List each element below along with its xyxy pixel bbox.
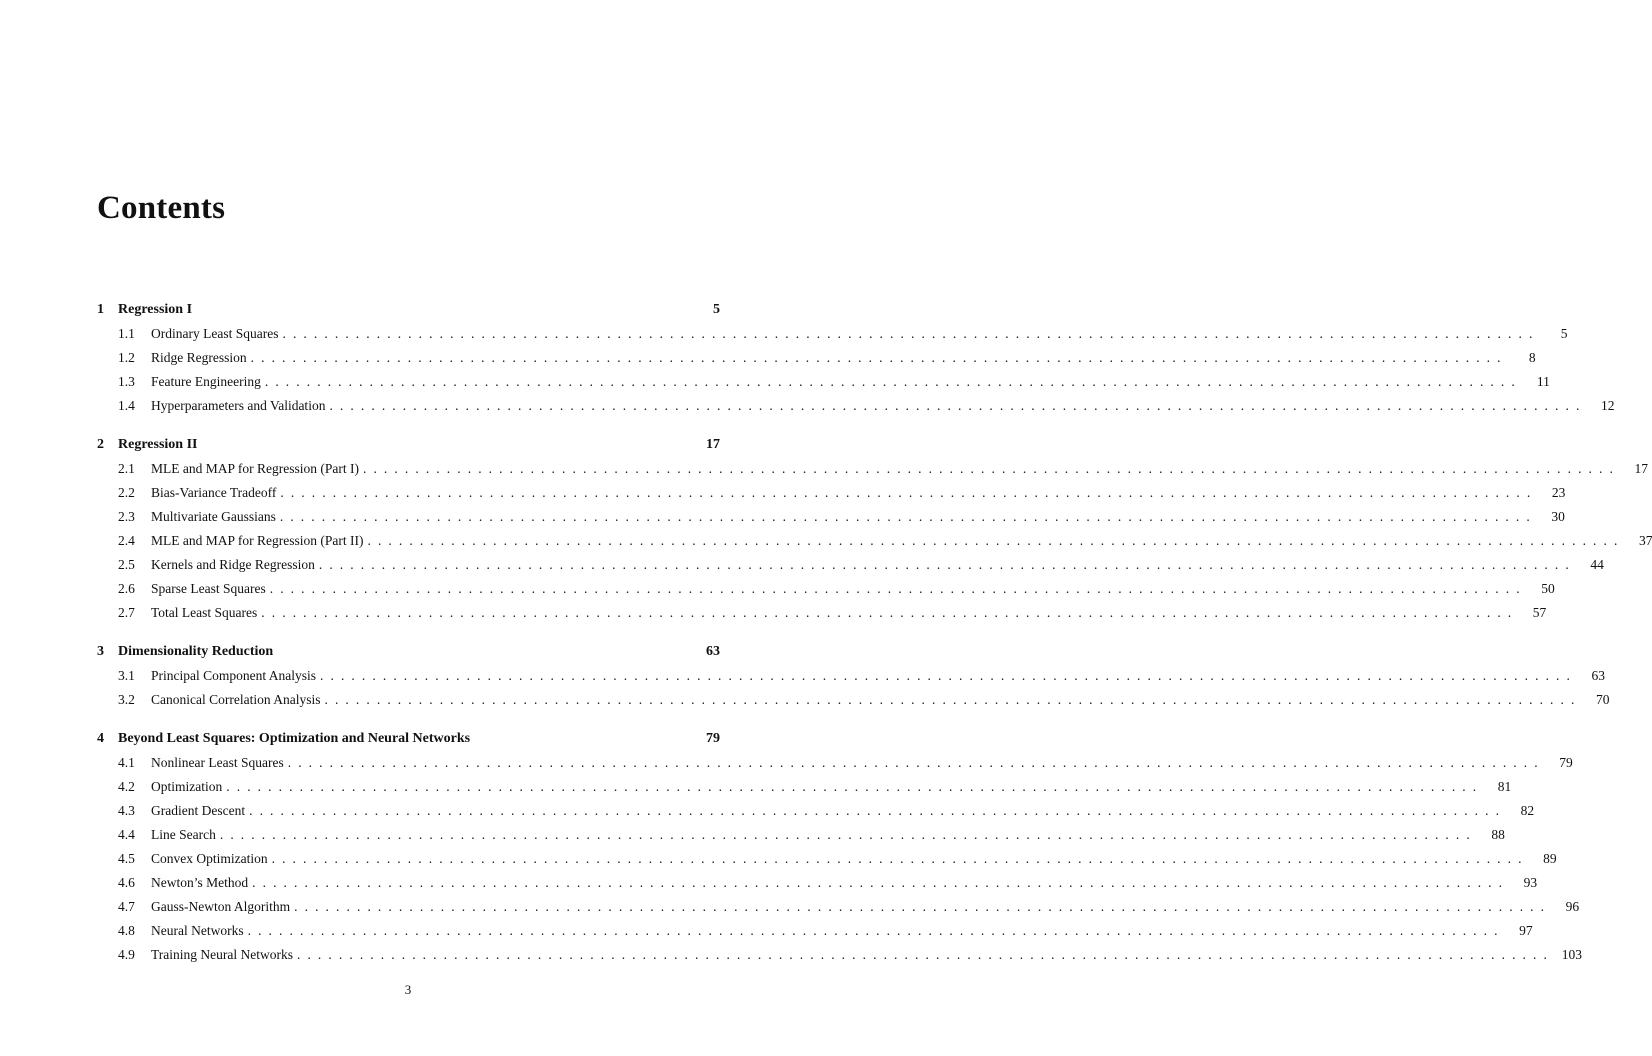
toc-section-entry[interactable]: [97, 394, 1615, 418]
section-page: 17: [1634, 461, 1648, 476]
section-number: 2.5: [118, 557, 135, 572]
toc-section-entry[interactable]: [97, 505, 1565, 529]
section-number: 4.9: [118, 947, 135, 962]
section-title: Kernels and Ridge Regression: [151, 557, 315, 572]
chapter-page: 79: [706, 731, 720, 746]
section-number: 3.2: [118, 692, 135, 707]
section-page: 30: [1551, 509, 1565, 524]
section-title: Ridge Regression: [151, 350, 247, 365]
toc-chapter-entry[interactable]: [97, 640, 720, 664]
toc-section-entry[interactable]: [97, 799, 1535, 823]
section-page: 88: [1491, 827, 1505, 842]
chapter-number: 4: [97, 731, 104, 746]
section-page: 5: [1560, 326, 1568, 341]
dot-leader: ........................................................................................................................: [279, 509, 1537, 524]
section-title: MLE and MAP for Regression (Part I): [151, 461, 359, 476]
section-page: 79: [1559, 755, 1573, 770]
section-number: 4.4: [118, 827, 135, 842]
section-page: 96: [1565, 899, 1580, 914]
dot-leader: ........................................................................................................................: [271, 851, 1529, 866]
dot-leader: ........................................................................................................................: [282, 326, 1540, 341]
section-title: Training Neural Networks: [151, 947, 293, 962]
chapter-title: Regression II: [118, 437, 198, 452]
toc-section-entry[interactable]: [97, 322, 1568, 346]
section-page: 8: [1528, 350, 1536, 365]
section-page: 23: [1551, 485, 1566, 500]
toc-section-entry[interactable]: [97, 871, 1538, 895]
dot-leader: ........................................................................................................................: [320, 668, 1577, 683]
toc-chapter: [97, 640, 1610, 712]
chapter-page: 5: [713, 302, 720, 317]
dot-leader: ........................................................................................................................: [264, 374, 1522, 389]
table-of-contents: [97, 298, 1652, 982]
section-page: 93: [1523, 875, 1538, 890]
section-number: 4.1: [118, 755, 135, 770]
dot-leader: ........................................................................................................................: [324, 692, 1582, 707]
toc-section-entry[interactable]: [97, 688, 1610, 712]
section-number: 2.3: [118, 509, 135, 524]
section-number: 1.3: [118, 374, 135, 389]
dot-leader: ........................................................................................................................: [219, 827, 1477, 842]
section-number: 1.1: [118, 326, 135, 341]
section-page: 81: [1497, 779, 1512, 794]
chapter-page: 17: [706, 437, 720, 452]
toc-section-entry[interactable]: [97, 895, 1580, 919]
toc-section-entry[interactable]: [97, 751, 1573, 775]
section-number: 4.2: [118, 779, 135, 794]
section-page: 103: [1561, 947, 1582, 962]
page-title: Contents: [97, 190, 226, 226]
section-title: Sparse Least Squares: [151, 581, 266, 596]
dot-leader: ........................................................................................................................: [226, 779, 1484, 794]
section-title: Nonlinear Least Squares: [151, 755, 284, 770]
dot-leader: ........................................................................................................................: [250, 350, 1508, 365]
section-title: Convex Optimization: [151, 851, 268, 866]
toc-section-entry[interactable]: [97, 601, 1547, 625]
section-number: 2.2: [118, 485, 135, 500]
section-title: Newton’s Method: [151, 875, 249, 890]
dot-leader: ........................................................................................................................: [296, 947, 1554, 962]
chapter-title: Beyond Least Squares: Optimization and Neural Networks: [118, 731, 471, 746]
section-title: Bias-Variance Tradeoff: [151, 485, 277, 500]
toc-section-entry[interactable]: [97, 457, 1648, 481]
toc-section-entry[interactable]: [97, 577, 1555, 601]
section-number: 2.6: [118, 581, 135, 596]
section-title: Neural Networks: [151, 923, 244, 938]
section-title: Hyperparameters and Validation: [151, 398, 326, 413]
section-number: 4.8: [118, 923, 135, 938]
section-page: 82: [1520, 803, 1535, 818]
section-title: Gauss-Newton Algorithm: [151, 899, 291, 914]
section-title: Total Least Squares: [151, 605, 258, 620]
toc-section-entry[interactable]: [97, 775, 1512, 799]
section-number: 4.6: [118, 875, 135, 890]
dot-leader: ........................................................................................................................: [287, 755, 1545, 770]
toc-chapter-entry[interactable]: [97, 433, 720, 457]
section-number: 4.3: [118, 803, 135, 818]
section-number: 2.4: [118, 533, 135, 548]
toc-section-entry[interactable]: [97, 346, 1536, 370]
dot-leader: ........................................................................................................................: [367, 533, 1625, 548]
section-title: Canonical Correlation Analysis: [151, 692, 321, 707]
dot-leader: ........................................................................................................................: [280, 485, 1538, 500]
toc-chapter: [97, 433, 1652, 625]
section-page: 12: [1600, 398, 1615, 413]
section-page: 44: [1590, 557, 1604, 572]
section-number: 2.1: [118, 461, 135, 476]
chapter-number: 3: [97, 644, 104, 659]
chapter-number: 2: [97, 437, 104, 452]
toc-chapter-entry[interactable]: [97, 298, 720, 322]
toc-section-entry[interactable]: [97, 553, 1604, 577]
chapter-title: Dimensionality Reduction: [118, 644, 274, 659]
section-page: 57: [1532, 605, 1547, 620]
dot-leader: ........................................................................................................................: [318, 557, 1576, 572]
toc-section-entry[interactable]: [97, 847, 1557, 871]
dot-leader: ........................................................................................................................: [249, 803, 1507, 818]
chapter-number: 1: [97, 302, 104, 317]
section-title: Feature Engineering: [151, 374, 261, 389]
dot-leader: ........................................................................................................................: [362, 461, 1620, 476]
section-page: 63: [1591, 668, 1605, 683]
section-title: Multivariate Gaussians: [151, 509, 276, 524]
page-number: 3: [404, 982, 412, 997]
toc-section-entry[interactable]: [97, 481, 1566, 505]
section-title: Gradient Descent: [151, 803, 246, 818]
toc-section-entry[interactable]: [97, 919, 1533, 943]
section-page: 37: [1638, 533, 1652, 548]
dot-leader: ........................................................................................................................: [252, 875, 1510, 890]
toc-section-entry[interactable]: [97, 823, 1505, 847]
toc-chapter-entry[interactable]: [97, 727, 720, 751]
section-title: Principal Component Analysis: [151, 668, 316, 683]
chapter-page: 63: [706, 644, 720, 659]
section-number: 4.5: [118, 851, 135, 866]
section-title: MLE and MAP for Regression (Part II): [151, 533, 364, 548]
chapter-title: Regression I: [118, 302, 193, 317]
dot-leader: ........................................................................................................................: [329, 398, 1587, 413]
toc-section-entry[interactable]: [97, 529, 1652, 553]
dot-leader: ........................................................................................................................: [261, 605, 1519, 620]
section-page: 70: [1595, 692, 1610, 707]
section-number: 3.1: [118, 668, 135, 683]
section-page: 89: [1543, 851, 1557, 866]
section-number: 4.7: [118, 899, 135, 914]
toc-chapter: [97, 727, 1582, 967]
section-number: 1.4: [118, 398, 135, 413]
section-number: 2.7: [118, 605, 135, 620]
section-page: 11: [1536, 374, 1550, 389]
section-title: Line Search: [151, 827, 216, 842]
toc-chapter: [97, 298, 1615, 418]
section-title: Ordinary Least Squares: [151, 326, 279, 341]
dot-leader: ........................................................................................................................: [247, 923, 1505, 938]
toc-section-entry[interactable]: [97, 943, 1582, 967]
dot-leader: ........................................................................................................................: [294, 899, 1552, 914]
dot-leader: ........................................................................................................................: [269, 581, 1527, 596]
toc-section-entry[interactable]: [97, 370, 1550, 394]
section-number: 1.2: [118, 350, 135, 365]
section-page: 97: [1519, 923, 1533, 938]
section-page: 50: [1541, 581, 1555, 596]
section-title: Optimization: [151, 779, 223, 794]
toc-section-entry[interactable]: [97, 664, 1605, 688]
